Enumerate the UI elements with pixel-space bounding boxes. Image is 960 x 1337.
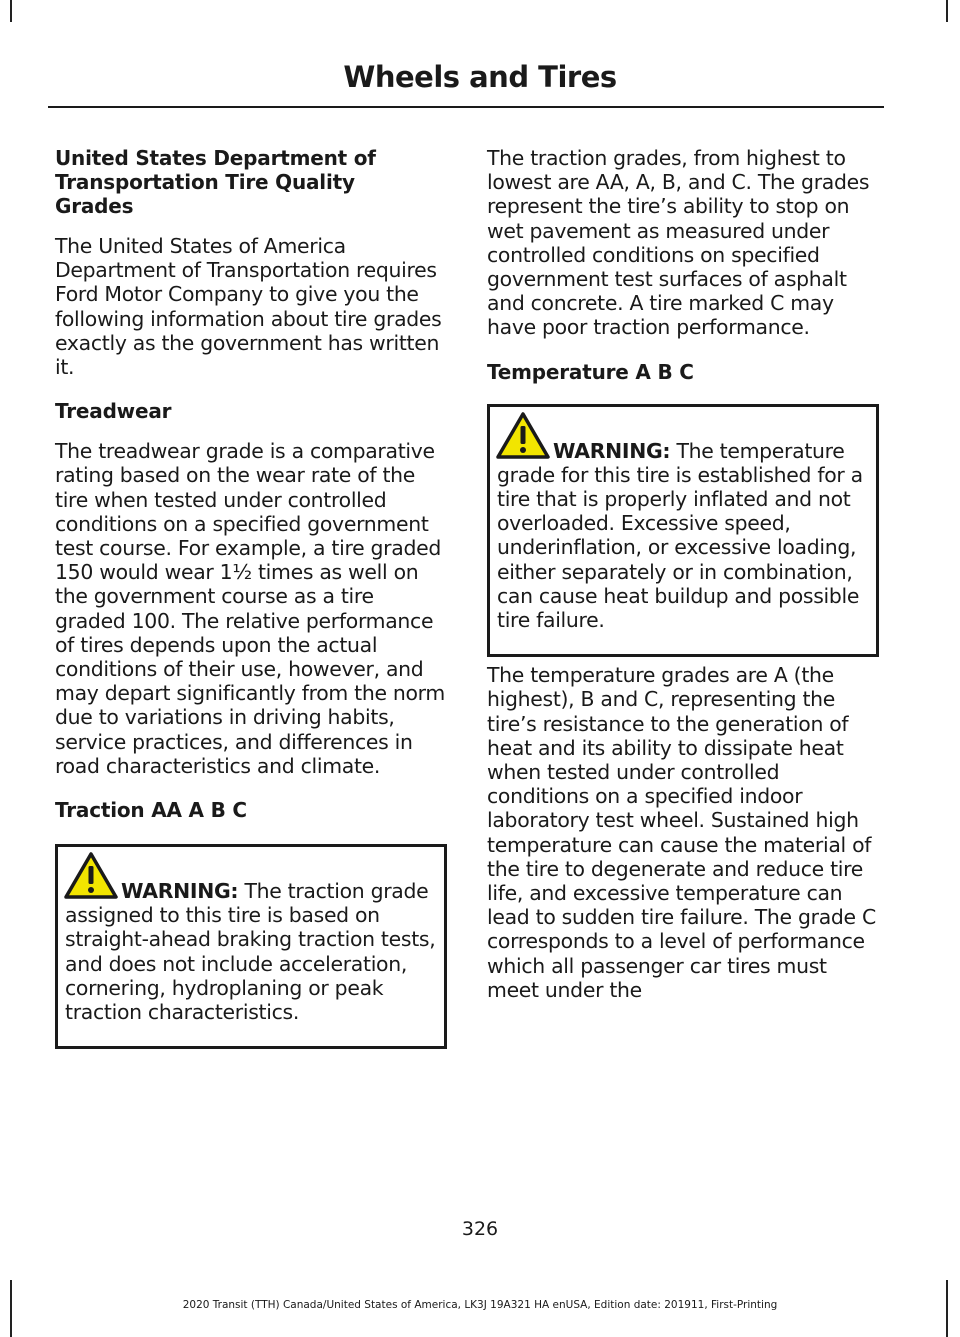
intro-paragraph: The United States of America Department of Transportation requires Ford Motor Company to give you the following information about tire grades exactly as the government has written it.	[55, 234, 442, 380]
traction-heading: Traction AA A B C	[55, 798, 247, 823]
treadwear-paragraph: The treadwear grade is a comparative rating based on the wear rate of the tire when tested under controlled conditions on a specified government test course. For example, a tire graded 150 would wear 1½ times as well on the government course as a tire graded 100. The relative performance of tires depends upon the actual conditions of their use, however, and may depart significantly from the norm due to variations in driving habits, service practices, and differences in road characteristics and climate.	[55, 439, 445, 778]
right-column	[487, 146, 879, 1002]
header-divider	[48, 106, 884, 108]
page-number: 326	[461, 1218, 499, 1240]
temperature-paragraph: The temperature grades are A (the highest), B and C, representing the tire’s resistance to the generation of heat and its ability to dissipate heat when tested under controlled conditions on a specified indoor laboratory test wheel. Sustained high temperature can cause the material of the tire to degenerate and reduce tire life, and excessive temperature can lead to sudden tire failure. The grade C corresponds to a level of performance which all passenger car tires must meet under the	[487, 663, 876, 1002]
warning-label: WARNING:	[553, 438, 671, 463]
warning-text	[65, 879, 438, 1024]
warning-label: WARNING:	[121, 879, 239, 904]
page-title: Wheels and Tires	[343, 60, 617, 94]
warning-text	[497, 439, 870, 633]
crop-mark	[946, 0, 948, 22]
temperature-heading: Temperature A B C	[487, 359, 694, 384]
treadwear-heading: Treadwear	[55, 399, 172, 424]
temperature-warning-box	[487, 404, 879, 658]
warning-body: The temperature grade for this tire is established for a tire that is properly inflated and not overloaded. Excessive speed, underinflation, or excessive loading, either separately or in combination, can cause heat buildup and possible tire failure.	[497, 438, 863, 633]
traction-paragraph: The traction grades, from highest to lowest are AA, A, B, and C. The grades represent the tire’s ability to stop on wet pavement as measured under controlled conditions on specified government test surfaces of asphalt and concrete. A tire marked C may have poor traction performance.	[487, 146, 870, 340]
left-column	[55, 146, 447, 1049]
traction-warning-box	[55, 844, 447, 1049]
section-heading: United States Department of Transportation Tire Quality Grades	[55, 146, 376, 218]
warning-body: The traction grade assigned to this tire is based on straight-ahead braking traction tests, and does not include acceleration, cornering, hydroplaning or peak traction characteristics.	[65, 879, 436, 1025]
crop-mark	[10, 0, 12, 22]
footer-text: 2020 Transit (TTH) Canada/United States of America, LK3J 19A321 HA enUSA, Edition date: 201911, First-Printing	[182, 1299, 778, 1311]
